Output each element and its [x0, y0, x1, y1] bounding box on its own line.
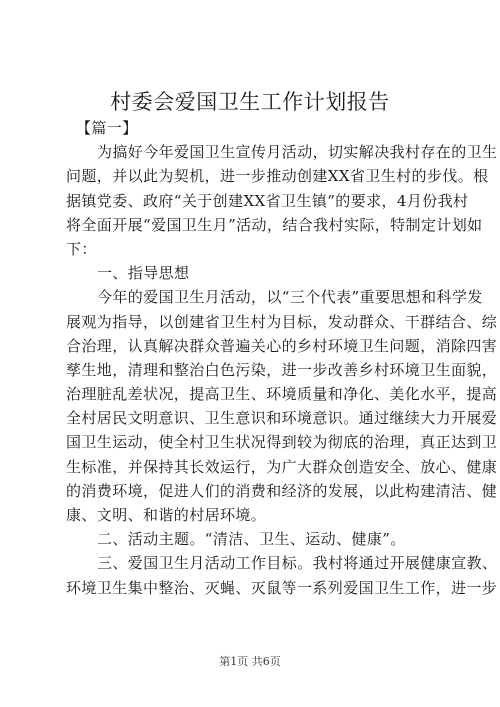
paragraph-line: 为搞好今年爱国卫生宣传月活动，切实解决我村存在的卫生 — [97, 143, 498, 162]
section-heading: 一、指导思想 — [97, 264, 190, 283]
paragraph-line: 将全面开展“爱国卫生月”活动，结合我村实际，特制定计划如 — [66, 215, 483, 234]
paragraph-line: 全村居民文明意识、卫生意识和环境意识。通过继续大力开展爱 — [66, 409, 498, 428]
page-footer: 第1页 共6页 — [219, 655, 281, 668]
document-body — [66, 116, 498, 600]
section-heading: 二、活动主题。“清洁、卫生、运动、健康”。 — [97, 530, 406, 549]
paragraph-line: 据镇党委、政府“关于创建XX省卫生镇”的要求，4月份我村 — [66, 191, 469, 210]
document-title: 村委会爱国卫生工作计划报告 — [110, 90, 390, 114]
paragraph-line: 生标准，并保持其长效运行，为广大群众创造安全、放心、健康 — [66, 457, 498, 476]
paragraph-line: 孳生地，清理和整治白色污染，进一步改善乡村环境卫生面貌， — [66, 360, 498, 379]
paragraph-line: 环境卫生集中整治、灭蝇、灭鼠等一系列爱国卫生工作，进一步 — [66, 578, 498, 597]
section-label: 【篇一】 — [76, 119, 138, 137]
paragraph-line: 国卫生运动，使全村卫生状况得到较为彻底的治理，真正达到卫 — [66, 433, 498, 452]
paragraph-line: 的消费环境，促进人们的消费和经济的发展，以此构建清洁、健 — [66, 481, 498, 500]
paragraph-line: 展观为指导，以创建省卫生村为目标，发动群众、干群结合、综 — [66, 312, 498, 331]
paragraph-line: 康、文明、和谐的村居环境。 — [66, 506, 267, 524]
paragraph-line: 问题，并以此为契机，进一步推动创建XX省卫生村的步伐。根 — [66, 167, 489, 186]
paragraph-line: 下： — [66, 239, 97, 258]
paragraph-line: 今年的爱国卫生月活动，以“三个代表”重要思想和科学发 — [97, 288, 483, 307]
paragraph-line: 三、爱国卫生月活动工作目标。我村将通过开展健康宣教、 — [97, 554, 498, 573]
paragraph-line: 合治理，认真解决群众普遍关心的乡村环境卫生问题，消除四害 — [66, 336, 498, 355]
paragraph-line: 治理脏乱差状况，提高卫生、环境质量和净化、美化水平，提高 — [66, 385, 498, 404]
